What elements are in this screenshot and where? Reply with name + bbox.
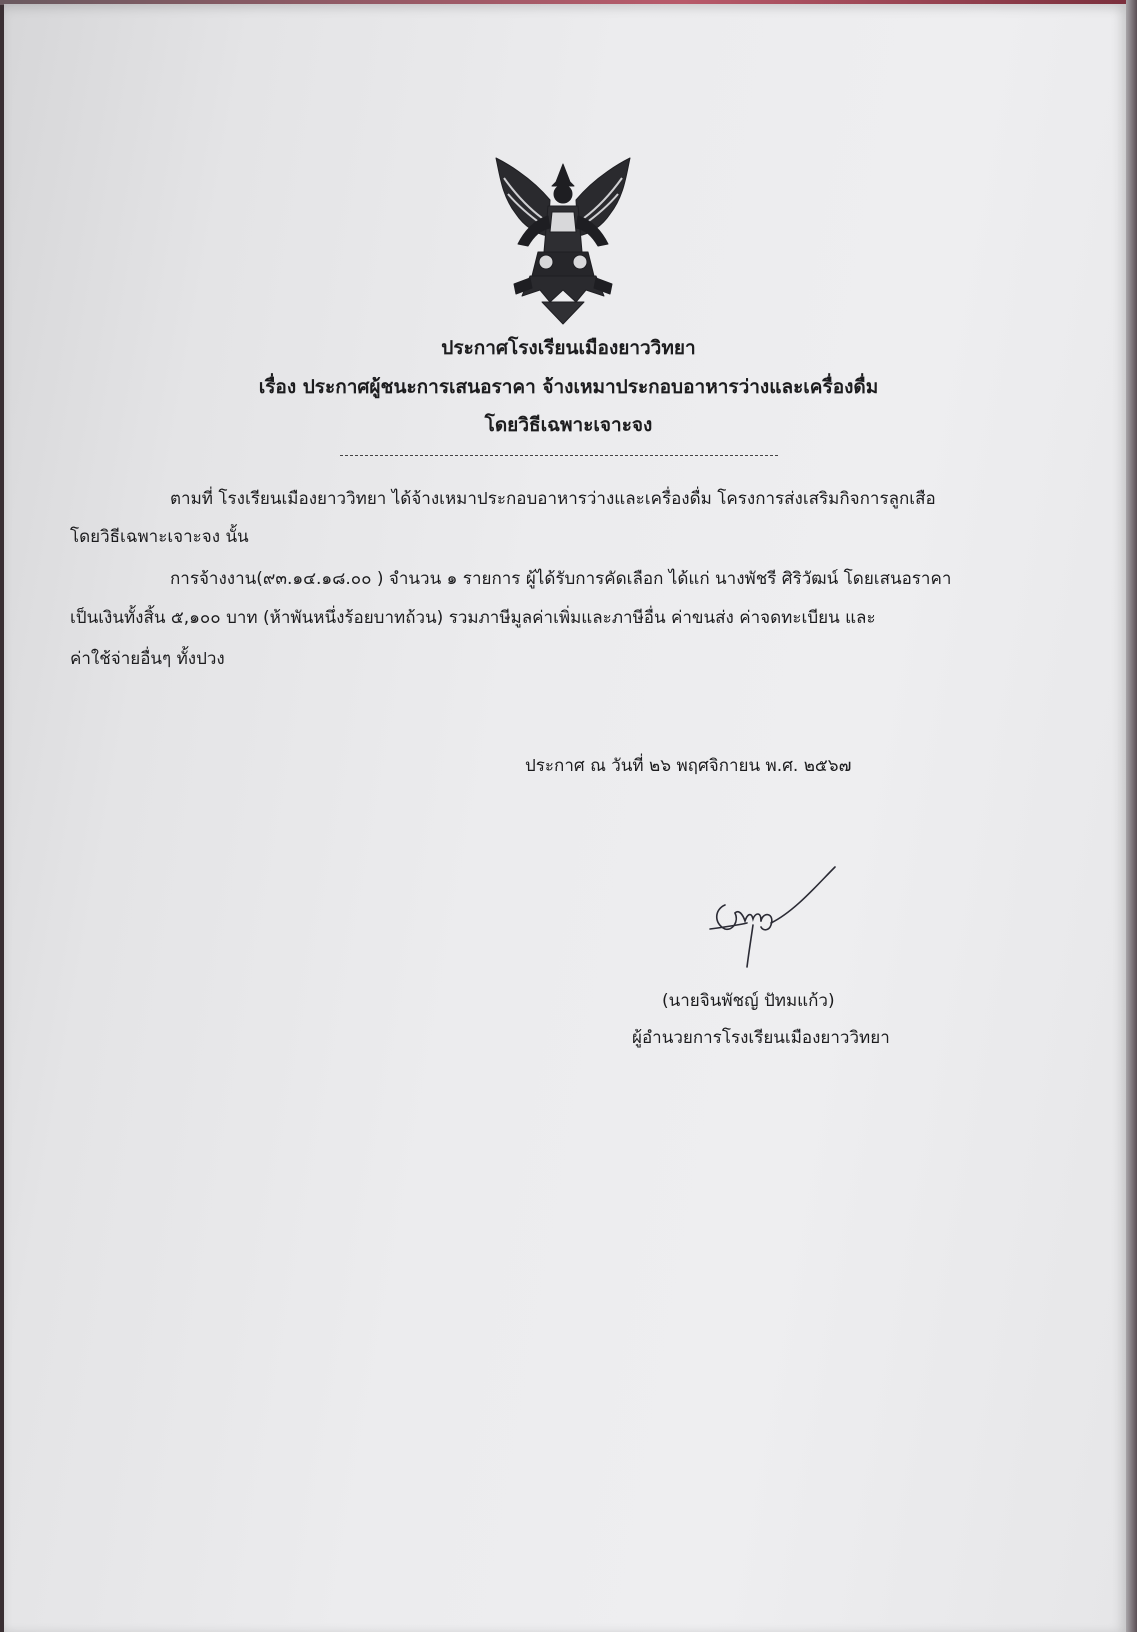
background-edge-right xyxy=(1126,0,1137,1632)
heading-line-1: ประกาศโรงเรียนเมืองยาววิทยา xyxy=(441,337,696,359)
signatory-position: ผู้อำนวยการโรงเรียนเมืองยาววิทยา xyxy=(632,1028,890,1048)
signatory-name: (นายจินพัชญ์ ปัทมแก้ว) xyxy=(662,991,835,1011)
garuda-emblem-icon xyxy=(490,156,636,326)
heading-method: โดยวิธีเฉพาะเจาะจง xyxy=(484,414,653,436)
body-para1-line1: ตามที่ โรงเรียนเมืองยาววิทยา ได้จ้างเหมาประกอบอาหารว่างและเครื่องดื่ม โครงการส่งเสริมกิจการลูกเสือ xyxy=(170,489,936,509)
body-para2-line2: เป็นเงินทั้งสิ้น ๕,๑๐๐ บาท (ห้าพันหนึ่งร้อยบาทถ้วน) รวมภาษีมูลค่าเพิ่มและภาษีอื่น ค่าขนส่ง ค่าจดทะเบียน และ xyxy=(70,608,876,628)
heading-divider xyxy=(340,455,778,456)
announce-date: ประกาศ ณ วันที่ ๒๖ พฤศจิกายน พ.ศ. ๒๕๖๗ xyxy=(525,756,852,776)
body-para1-line2: โดยวิธีเฉพาะเจาะจง นั้น xyxy=(70,527,249,547)
body-para2-line1: การจ้างงาน(๙๓.๑๔.๑๘.๐๐ ) จำนวน ๑ รายการ ผู้ได้รับการคัดเลือก ได้แก่ นางพัชรี ศิริวัฒน์ โดยเสนอราคา xyxy=(170,569,952,589)
heading-subject: เรื่อง ประกาศผู้ชนะการเสนอราคา จ้างเหมาประกอบอาหารว่างและเครื่องดื่ม xyxy=(258,376,879,398)
handwritten-signature xyxy=(705,865,840,975)
body-para2-line3: ค่าใช้จ่ายอื่นๆ ทั้งปวง xyxy=(70,649,225,669)
